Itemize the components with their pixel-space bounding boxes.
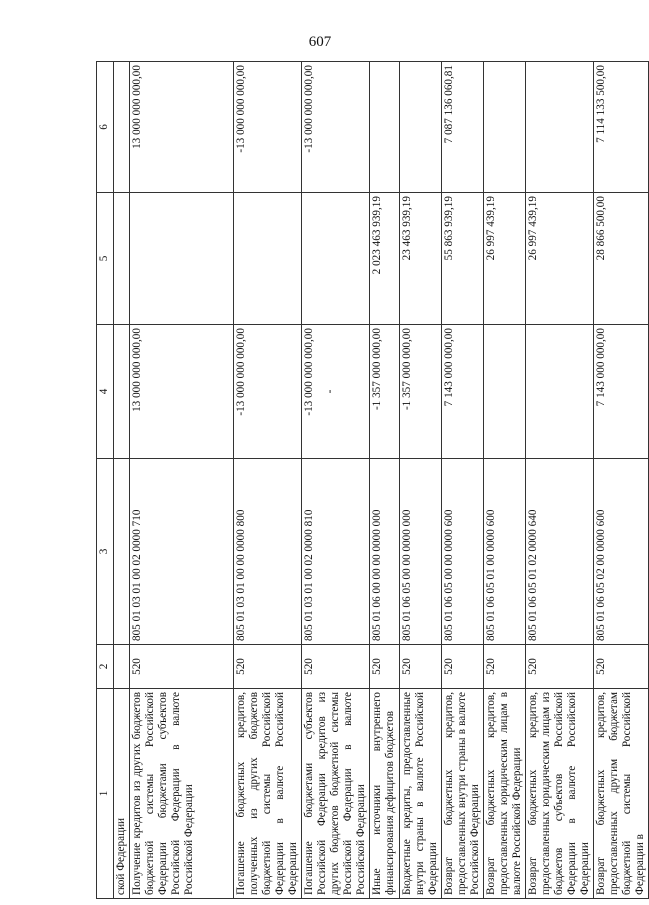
row-value-4-text: -13 000 000 000,00 <box>303 328 315 416</box>
row-kbk: 805 01 03 01 00 00 0000 800 <box>234 459 302 645</box>
row-kbk: 805 01 06 05 00 00 0000 000 <box>400 459 442 645</box>
row-value-4 <box>114 325 130 459</box>
header-col-1: 1 <box>97 689 114 899</box>
row-value-6 <box>400 62 442 193</box>
row-code: 520 <box>442 645 484 689</box>
header-col-6: 6 <box>97 62 114 193</box>
row-kbk: 805 01 06 05 01 00 0000 600 <box>484 459 526 645</box>
header-col-5: 5 <box>97 193 114 325</box>
row-value-6: -13 000 000 000,00 <box>234 62 302 193</box>
row-value-4: -13 000 000 000,00 <box>234 325 302 459</box>
header-col-2: 2 <box>97 645 114 689</box>
row-kbk <box>114 459 130 645</box>
rotated-table-wrapper <box>96 62 646 899</box>
row-name: Возврат бюджетных кредитов, предоставленных юридическим лицам из бюджетов субъектов Российской Федерации в валюте Российской Федерации <box>526 689 594 899</box>
row-code: 520 <box>594 645 649 689</box>
page-number: 607 <box>308 34 332 50</box>
row-code: 520 <box>400 645 442 689</box>
row-value-5: 23 463 939,19 <box>400 193 442 325</box>
header-col-4: 4 <box>97 325 114 459</box>
row-value-6 <box>370 62 400 193</box>
row-value-6: 7 114 133 500,00 <box>594 62 649 193</box>
row-value-4 <box>302 325 370 459</box>
row-value-5 <box>130 193 234 325</box>
table-row <box>526 62 594 899</box>
row-value-4: 13 000 000 000,00 <box>130 325 234 459</box>
table-row <box>302 62 370 899</box>
table-row <box>370 62 400 899</box>
row-value-6: -13 000 000 000,00 <box>302 62 370 193</box>
table-row <box>234 62 302 899</box>
rotated-table-container <box>96 62 646 899</box>
row-value-5: 28 866 500,00 <box>594 193 649 325</box>
row-value-4: -1 357 000 000,00 <box>400 325 442 459</box>
row-kbk: 805 01 03 01 00 02 0000 710 <box>130 459 234 645</box>
row-name: Возврат бюджетных кредитов, предоставленных внутри страны в валюте Российской Федерации <box>442 689 484 899</box>
row-code: 520 <box>130 645 234 689</box>
row-code: 520 <box>234 645 302 689</box>
row-name: Иные источники внутреннего финансирования дефицитов бюджетов <box>370 689 400 899</box>
row-value-6 <box>484 62 526 193</box>
row-name: Возврат бюджетных кредитов, предоставленных другим бюджетам бюджетной системы Российской Федерации в <box>594 689 649 899</box>
budget-sources-table <box>96 61 649 899</box>
row-name: ской Федерации <box>114 689 130 899</box>
row-value-4: -1 357 000 000,00 <box>370 325 400 459</box>
row-code: 520 <box>526 645 594 689</box>
row-value-6 <box>114 62 130 193</box>
row-value-5: 26 997 439,19 <box>526 193 594 325</box>
table-row <box>594 62 649 899</box>
row-name: Возврат бюджетных кредитов, предоставленных юридическим лицам в валюте Российской Федерации <box>484 689 526 899</box>
table-row <box>400 62 442 899</box>
row-value-4 <box>484 325 526 459</box>
row-kbk: 805 01 06 05 01 02 0000 640 <box>526 459 594 645</box>
row-value-4: 7 143 000 000,00 <box>442 325 484 459</box>
table-header-row <box>97 62 114 899</box>
row-value-5 <box>302 193 370 325</box>
table-row <box>442 62 484 899</box>
row-value-4: 7 143 000 000,00 <box>594 325 649 459</box>
row-value-6: 13 000 000 000,00 <box>130 62 234 193</box>
row-name: Получение кредитов из других бюджетов бюджетной системы Российской Федерации бюджетами субъектов Российской Федерации в валюте Российской Федерации <box>130 689 234 899</box>
row-code <box>114 645 130 689</box>
row-kbk: 805 01 06 05 00 00 0000 600 <box>442 459 484 645</box>
table-row <box>484 62 526 899</box>
row-code: 520 <box>370 645 400 689</box>
row-value-5: 55 863 939,19 <box>442 193 484 325</box>
row-code: 520 <box>484 645 526 689</box>
table-row <box>114 62 130 899</box>
table-row <box>130 62 234 899</box>
header-col-3: 3 <box>97 459 114 645</box>
row-code: 520 <box>302 645 370 689</box>
row-kbk: 805 01 06 00 00 00 0000 000 <box>370 459 400 645</box>
row-value-5: 26 997 439,19 <box>484 193 526 325</box>
row-name: Бюджетные кредиты, предоставленные внутри страны в валюте Российской Федерации <box>400 689 442 899</box>
row-name: Погашение бюджетами субъектов Российской Федерации кредитов из других бюджетов бюджетной системы Российской Федерации в валюте Российской Федерации <box>302 689 370 899</box>
row-value-6 <box>526 62 594 193</box>
row-value-5 <box>234 193 302 325</box>
row-name: Погашение бюджетных кредитов, полученных из других бюджетов бюджетной системы Российской Федерации в валюте Российской Федерации <box>234 689 302 899</box>
row-value-4 <box>526 325 594 459</box>
row-value-5 <box>114 193 130 325</box>
stray-mark: - <box>324 389 336 394</box>
row-kbk: 805 01 06 05 02 00 0000 600 <box>594 459 649 645</box>
row-value-6: 7 087 136 060,81 <box>442 62 484 193</box>
row-value-5: 2 023 463 939,19 <box>370 193 400 325</box>
row-kbk: 805 01 03 01 00 02 0000 810 <box>302 459 370 645</box>
